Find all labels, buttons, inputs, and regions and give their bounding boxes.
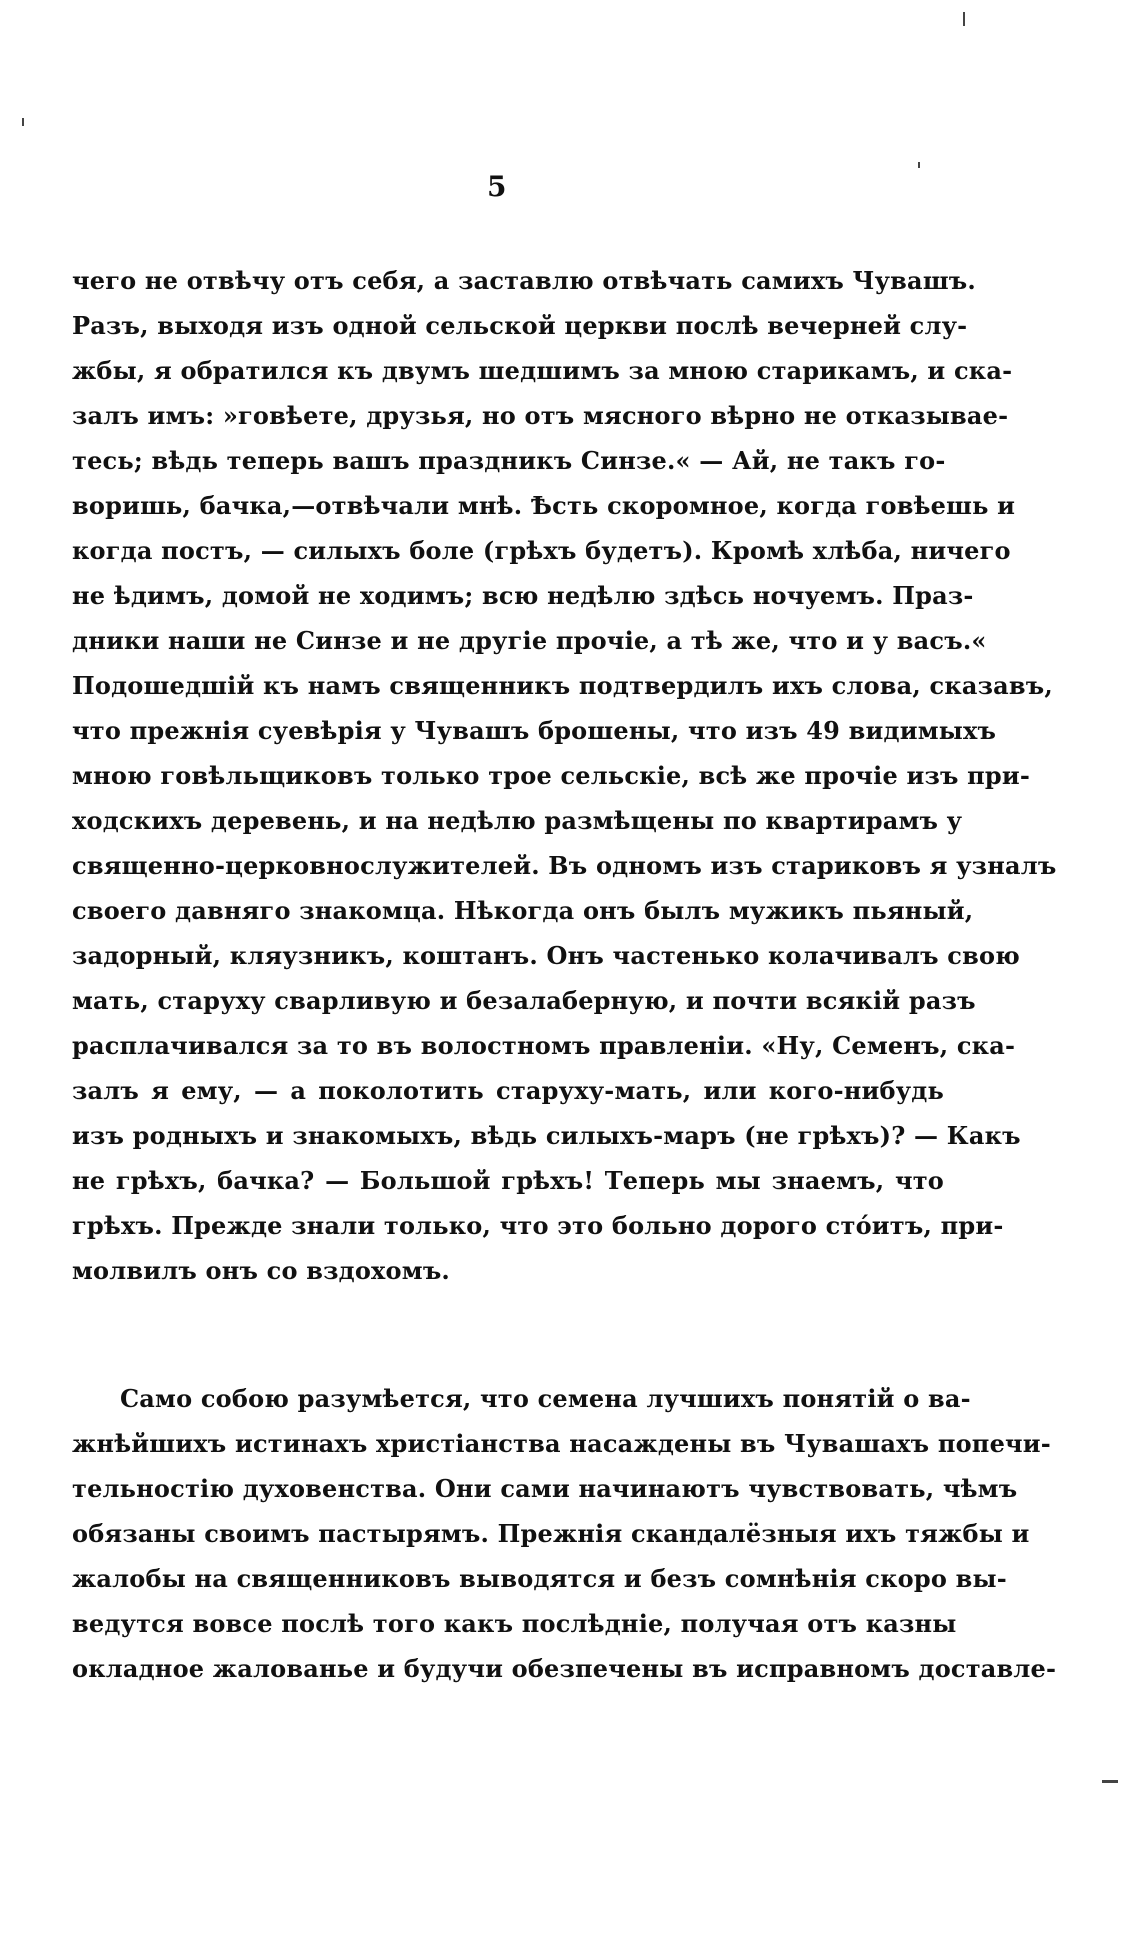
scan-speck bbox=[22, 118, 24, 126]
text-line: мать, старуху сварливую и безалаберную, и почти всякій разъ bbox=[72, 986, 976, 1015]
scan-speck bbox=[918, 162, 920, 168]
text-line: жалобы на священниковъ выводятся и безъ сомнѣнія скоро вы- bbox=[72, 1564, 1007, 1593]
text-line: жбы, я обратился къ двумъ шедшимъ за мною старикамъ, и ска- bbox=[72, 356, 1013, 385]
paragraph-2 bbox=[72, 1376, 1057, 1691]
text-line: мною говѣльщиковъ только трое сельскіе, всѣ же прочіе изъ при- bbox=[72, 761, 1031, 790]
scan-speck bbox=[963, 12, 965, 26]
text-line: Само собою разумѣется, что семена лучшихъ понятій о ва- bbox=[120, 1384, 971, 1413]
page-number: 5 bbox=[487, 170, 507, 203]
text-line: чего не отвѣчу отъ себя, а заставлю отвѣчать самихъ Чувашъ. bbox=[72, 266, 976, 295]
text-line: воришь, бачка,—отвѣчали мнѣ. Ѣсть скоромное, когда говѣешь и bbox=[72, 491, 1016, 520]
text-line: ведутся вовсе послѣ того какъ послѣдніе, получая отъ казны bbox=[72, 1609, 957, 1638]
text-line: расплачивался за то въ волостномъ правленіи. «Ну, Семенъ, ска- bbox=[72, 1031, 1016, 1060]
text-line: ходскихъ деревень, и на недѣлю размѣщены по квартирамъ у bbox=[72, 806, 963, 835]
text-line: Разъ, выходя изъ одной сельской церкви послѣ вечерней слу- bbox=[72, 311, 968, 340]
text-line: молвилъ онъ со вздохомъ. bbox=[72, 1256, 450, 1285]
paragraph-1 bbox=[72, 258, 1057, 1293]
text-line: окладное жалованье и будучи обезпечены въ исправномъ доставле- bbox=[72, 1654, 1057, 1683]
text-line: что прежнія суевѣрія у Чувашъ брошены, что изъ 49 видимыхъ bbox=[72, 716, 997, 745]
text-line: задорный, кляузникъ, коштанъ. Онъ частенько колачивалъ свою bbox=[72, 941, 1020, 970]
scan-speck bbox=[1102, 1780, 1118, 1783]
text-line: не грѣхъ, бачка? — Большой грѣхъ! Теперь мы знаемъ, что bbox=[72, 1166, 944, 1195]
text-line: тесь; вѣдь теперь вашъ праздникъ Синзе.« — Ай, не такъ го- bbox=[72, 446, 946, 475]
text-line: своего давняго знакомца. Нѣкогда онъ былъ мужикъ пьяный, bbox=[72, 896, 974, 925]
text-line: священно-церковнослужителей. Въ одномъ изъ стариковъ я узналъ bbox=[72, 851, 1057, 880]
text-line: залъ я ему, — а поколотить старуху-мать, или кого-нибудь bbox=[72, 1076, 944, 1105]
text-line: Подошедшій къ намъ священникъ подтвердилъ ихъ слова, сказавъ, bbox=[72, 671, 1053, 700]
text-line: не ѣдимъ, домой не ходимъ; всю недѣлю здѣсь ночуемъ. Праз- bbox=[72, 581, 974, 610]
text-line: жнѣйшихъ истинахъ христіанства насаждены въ Чувашахъ попечи- bbox=[72, 1429, 1051, 1458]
text-line: тельностію духовенства. Они сами начинаютъ чувствовать, чѣмъ bbox=[72, 1474, 1018, 1503]
text-line: когда постъ, — силыхъ боле (грѣхъ будетъ). Кромѣ хлѣба, ничего bbox=[72, 536, 1011, 565]
text-line: обязаны своимъ пастырямъ. Прежнія скандалёзныя ихъ тяжбы и bbox=[72, 1519, 1030, 1548]
text-line: изъ родныхъ и знакомыхъ, вѣдь силыхъ-маръ (не грѣхъ)? — Какъ bbox=[72, 1121, 1021, 1150]
text-line: дники наши не Синзе и не другіе прочіе, а тѣ же, что и у васъ.« bbox=[72, 626, 987, 655]
text-line: залъ имъ: »говѣете, друзья, но отъ мясного вѣрно не отказывае- bbox=[72, 401, 1009, 430]
text-line: грѣхъ. Прежде знали только, что это больно дорого стóитъ, при- bbox=[72, 1211, 1004, 1240]
